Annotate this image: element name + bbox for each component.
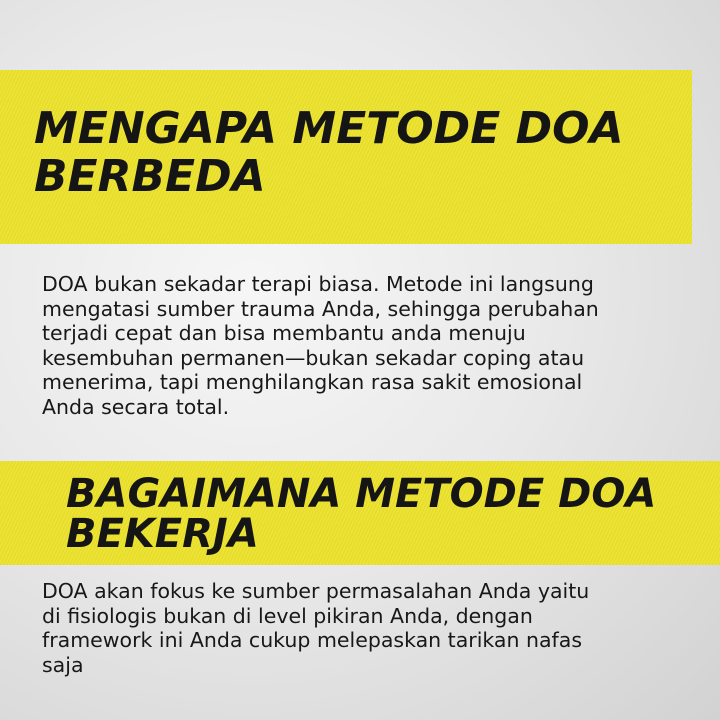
section-heading-2 xyxy=(66,471,657,557)
body-1-line-2: mengatasi sumber trauma Anda, sehingga perubahan xyxy=(42,296,599,321)
section-body-2 xyxy=(42,579,589,677)
body-1-line-6: Anda secara total. xyxy=(42,394,230,419)
body-1-line-5: menerima, tapi menghilangkan rasa sakit emosional xyxy=(42,370,583,394)
body-1-line-4: kesembuhan permanen—bukan sekadar coping atau xyxy=(42,345,585,370)
body-2-line-3: framework ini Anda cukup melepaskan tarikan nafas xyxy=(42,628,582,652)
heading-2-line-1: BAGAIMANA METODE DOA xyxy=(66,471,657,517)
section-body-1 xyxy=(42,272,599,419)
heading-1-line-1: MENGAPA METODE DOA xyxy=(34,103,624,154)
body-2-line-1: DOA akan fokus ke sumber permasalahan Anda yaitu xyxy=(42,579,590,603)
heading-2-line-2: BEKERJA xyxy=(66,511,259,557)
body-1-line-3: terjadi cepat dan bisa membantu anda menuju xyxy=(42,321,526,345)
section-heading-1 xyxy=(34,105,624,201)
body-1-line-1: DOA bukan sekadar terapi biasa. Metode ini langsung xyxy=(42,272,594,296)
body-2-line-4: saja xyxy=(42,652,84,677)
heading-1-line-2: BERBEDA xyxy=(34,151,266,202)
body-2-line-2: di fisiologis bukan di level pikiran Anda, dengan xyxy=(42,603,533,628)
